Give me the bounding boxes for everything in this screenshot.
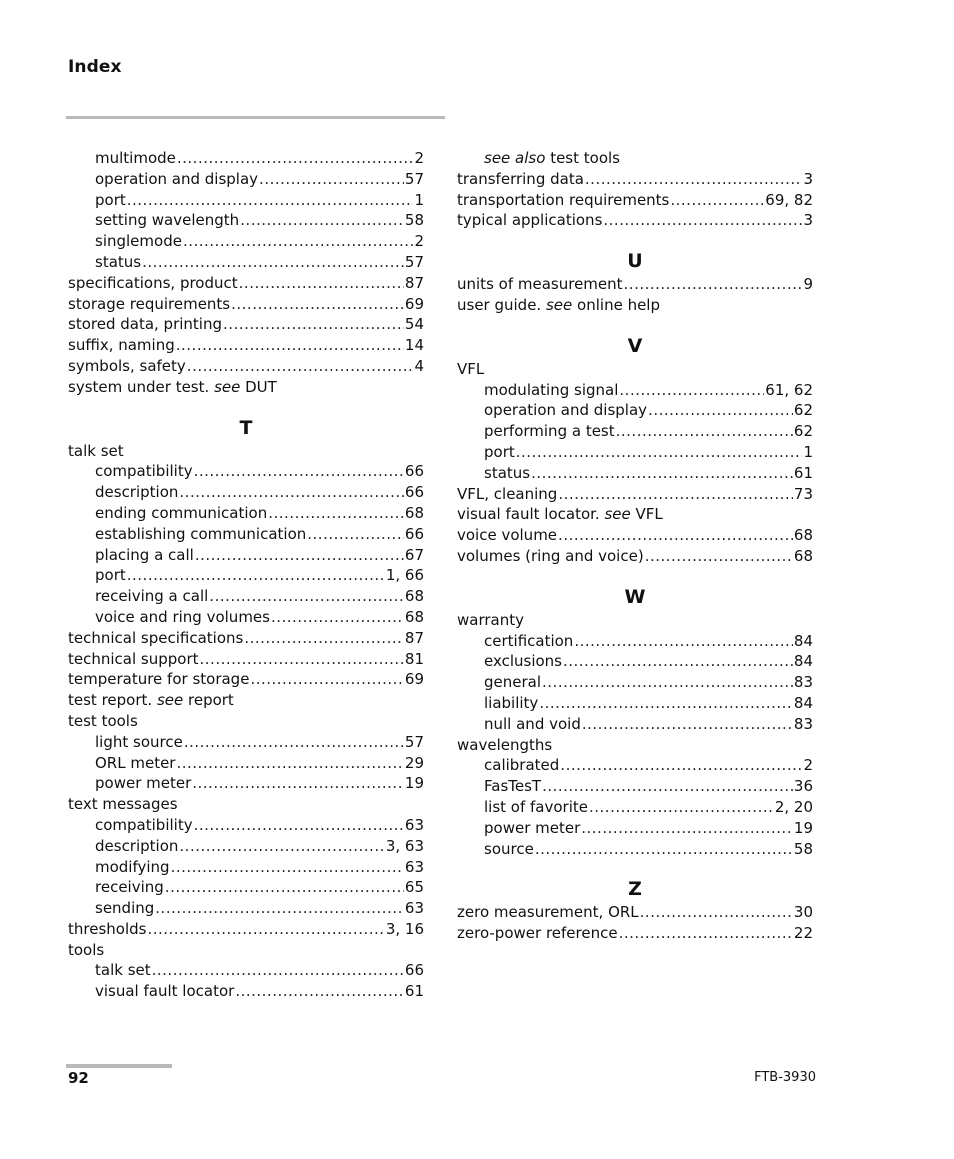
- index-subentry: [68, 607, 424, 628]
- index-entry: [457, 735, 813, 756]
- index-entry: [68, 711, 424, 732]
- index-term: status: [484, 463, 531, 482]
- index-entry: [457, 210, 813, 231]
- index-term: volumes (ring and voice): [457, 546, 644, 565]
- index-term: warranty: [457, 610, 524, 629]
- page-reference: 36: [793, 777, 813, 796]
- dot-leader: [624, 274, 803, 295]
- dot-leader: [539, 693, 793, 714]
- index-term: operation and display: [484, 401, 648, 420]
- page-reference: 66: [404, 483, 424, 502]
- index-entry: [68, 335, 424, 356]
- dot-leader: [250, 669, 403, 690]
- dot-leader: [648, 400, 793, 421]
- document-id: FTB-3930: [754, 1070, 816, 1085]
- dot-leader: [616, 421, 793, 442]
- index-entry: [68, 356, 424, 377]
- index-entry: [68, 273, 424, 294]
- dot-leader: [516, 442, 803, 463]
- dot-leader: [194, 815, 404, 836]
- index-term: system under test.: [68, 377, 210, 396]
- index-subentry: [68, 815, 424, 836]
- page-reference: 1, 66: [385, 566, 424, 585]
- see-reference-label: see: [604, 505, 631, 524]
- index-term: power meter: [484, 818, 581, 837]
- page-reference: 81: [404, 649, 424, 668]
- index-term: sending: [95, 899, 155, 918]
- index-term: certification: [484, 631, 574, 650]
- page-reference: 83: [793, 714, 813, 733]
- index-entry: [457, 295, 813, 316]
- dot-leader: [177, 148, 414, 169]
- index-subentry: [457, 380, 813, 401]
- page-reference: 84: [793, 652, 813, 671]
- page-reference: 69: [404, 670, 424, 689]
- index-term: ending communication: [95, 503, 268, 522]
- index-term: receiving: [95, 878, 164, 897]
- index-subentry: [68, 586, 424, 607]
- index-entry: [457, 484, 813, 505]
- index-subentry: [68, 753, 424, 774]
- index-term: VFL: [457, 359, 485, 378]
- index-entry: [457, 274, 813, 295]
- index-letter-heading: T: [239, 416, 253, 439]
- page-reference: 29: [404, 753, 424, 772]
- index-subentry: [457, 693, 813, 714]
- page-number: 92: [68, 1069, 89, 1087]
- index-subentry: [68, 836, 424, 857]
- header-divider: [66, 116, 445, 119]
- dot-leader: [192, 773, 404, 794]
- index-subentry: [457, 421, 813, 442]
- page-reference: 66: [404, 961, 424, 980]
- see-reference-label: see: [545, 295, 573, 314]
- page-reference: 54: [404, 315, 424, 334]
- index-entry: [457, 902, 813, 923]
- index-term: setting wavelength: [95, 211, 240, 230]
- page-reference: 14: [404, 336, 424, 355]
- dot-leader: [235, 981, 404, 1002]
- dot-leader: [147, 919, 384, 940]
- index-subentry: [68, 877, 424, 898]
- index-term: power meter: [95, 774, 192, 793]
- index-entry: [68, 940, 424, 961]
- page-reference: 58: [404, 211, 424, 230]
- index-column-right: [457, 148, 813, 944]
- page-reference: 2: [414, 149, 424, 167]
- dot-leader: [194, 461, 404, 482]
- page-reference: 73: [793, 484, 813, 503]
- index-term: placing a call: [95, 545, 194, 564]
- dot-leader: [542, 776, 793, 797]
- index-term: description: [95, 836, 179, 855]
- dot-leader: [589, 797, 774, 818]
- page-reference: 68: [793, 526, 813, 545]
- see-reference-label: see: [156, 691, 184, 710]
- footer-divider: [66, 1064, 172, 1068]
- index-term: units of measurement: [457, 275, 623, 294]
- index-term: transferring data: [457, 169, 584, 188]
- index-term: modulating signal: [484, 380, 619, 399]
- index-term: voice volume: [457, 526, 558, 545]
- page-reference: 3, 16: [385, 919, 424, 938]
- dot-leader: [171, 857, 404, 878]
- index-entry: [68, 649, 424, 670]
- index-term: voice and ring volumes: [95, 607, 270, 626]
- index-entry: [68, 628, 424, 649]
- dot-leader: [645, 546, 793, 567]
- page-reference: 2: [803, 756, 813, 775]
- page-reference: 67: [404, 545, 424, 564]
- index-term: typical applications: [457, 211, 603, 230]
- index-term: liability: [484, 693, 539, 712]
- dot-leader: [127, 190, 414, 211]
- index-term: compatibility: [95, 462, 193, 481]
- page-reference: 68: [404, 503, 424, 522]
- page-reference: 68: [404, 587, 424, 606]
- dot-leader: [619, 923, 793, 944]
- dot-leader: [259, 169, 404, 190]
- index-term: ORL meter: [95, 753, 176, 772]
- index-subentry: [457, 463, 813, 484]
- index-term: singlemode: [95, 232, 182, 251]
- index-subentry: [68, 898, 424, 919]
- dot-leader: [563, 651, 793, 672]
- index-term: receiving a call: [95, 587, 209, 606]
- index-subentry: [68, 148, 424, 169]
- index-term: symbols, safety: [68, 356, 186, 375]
- dot-leader: [152, 960, 404, 981]
- index-entry: [68, 690, 424, 711]
- page-reference: 3: [803, 169, 813, 188]
- page-reference: 1: [414, 190, 424, 209]
- index-term: port: [484, 442, 515, 461]
- index-subentry: [457, 714, 813, 735]
- index-term: source: [484, 839, 534, 858]
- page-header-title: Index: [68, 57, 122, 77]
- dot-leader: [176, 335, 404, 356]
- index-subentry: [457, 755, 813, 776]
- page-reference: 30: [793, 903, 813, 922]
- page-reference: 19: [404, 774, 424, 793]
- index-subentry: [68, 210, 424, 231]
- page-reference: 4: [414, 356, 424, 375]
- page-reference: 63: [404, 899, 424, 918]
- page-reference: 3, 63: [385, 836, 424, 855]
- dot-leader: [142, 252, 404, 273]
- index-term: general: [484, 673, 542, 692]
- dot-leader: [223, 314, 404, 335]
- dot-leader: [560, 755, 802, 776]
- index-term: tools: [68, 940, 105, 959]
- index-entry: [457, 190, 813, 211]
- dot-leader: [240, 210, 404, 231]
- index-letter-heading: W: [624, 585, 646, 608]
- see-reference-target: test tools: [550, 149, 620, 167]
- page-reference: 66: [404, 462, 424, 481]
- dot-leader: [307, 524, 404, 545]
- index-term: port: [95, 566, 126, 585]
- index-entry: [68, 294, 424, 315]
- index-entry: [457, 504, 813, 525]
- dot-leader: [558, 484, 793, 505]
- index-subentry: [68, 482, 424, 503]
- page-reference: 57: [404, 252, 424, 271]
- index-subentry: [68, 524, 424, 545]
- see-reference-target: DUT: [245, 377, 277, 396]
- page-reference: 61: [793, 463, 813, 482]
- index-subentry: [68, 960, 424, 981]
- dot-leader: [184, 732, 404, 753]
- index-term: VFL, cleaning: [457, 484, 558, 503]
- index-letter-heading: V: [627, 334, 643, 357]
- page-reference: 2, 20: [774, 797, 813, 816]
- page-reference: 84: [793, 693, 813, 712]
- index-entry: [457, 525, 813, 546]
- see-also-label: see also: [484, 149, 546, 167]
- index-term: null and void: [484, 714, 581, 733]
- index-subentry: [68, 732, 424, 753]
- index-subentry: [457, 651, 813, 672]
- page-reference: 62: [793, 422, 813, 441]
- dot-leader: [200, 649, 404, 670]
- index-entry: [68, 314, 424, 335]
- index-term: establishing communication: [95, 524, 307, 543]
- page-reference: 57: [404, 169, 424, 188]
- index-subentry: [457, 631, 813, 652]
- dot-leader: [558, 525, 793, 546]
- dot-leader: [640, 902, 793, 923]
- index-subentry: [457, 672, 813, 693]
- index-subentry: [68, 231, 424, 252]
- index-term: talk set: [95, 961, 151, 980]
- index-entry: [457, 546, 813, 567]
- page-reference: 61, 62: [765, 380, 813, 399]
- index-term: talk set: [68, 441, 124, 460]
- page-reference: 69, 82: [765, 190, 813, 209]
- page-reference: 61: [404, 982, 424, 1001]
- index-subentry: [457, 400, 813, 421]
- index-term: zero measurement, ORL: [457, 903, 639, 922]
- index-term: stored data, printing: [68, 315, 222, 334]
- dot-leader: [603, 210, 802, 231]
- dot-leader: [244, 628, 404, 649]
- index-letter-heading: Z: [628, 878, 642, 901]
- see-reference-target: VFL: [635, 505, 663, 524]
- page-reference: 87: [404, 628, 424, 647]
- page-reference: 58: [793, 839, 813, 858]
- index-subentry: [68, 857, 424, 878]
- index-term: compatibility: [95, 815, 193, 834]
- page-reference: 2: [414, 232, 424, 251]
- index-term: thresholds: [68, 919, 147, 938]
- see-reference-target: report: [188, 691, 234, 710]
- page-reference: 19: [793, 818, 813, 837]
- dot-leader: [231, 294, 404, 315]
- page-reference: 9: [803, 275, 813, 294]
- see-reference-target: online help: [577, 295, 660, 314]
- dot-leader: [176, 753, 403, 774]
- index-term: technical specifications: [68, 628, 244, 647]
- dot-leader: [574, 631, 793, 652]
- page-reference: 63: [404, 815, 424, 834]
- index-term: visual fault locator: [95, 982, 235, 1001]
- see-reference-label: see: [214, 377, 241, 396]
- index-entry: [68, 441, 424, 462]
- index-subentry: [68, 169, 424, 190]
- page-reference: 68: [404, 607, 424, 626]
- index-subentry: [457, 797, 813, 818]
- dot-leader: [183, 231, 414, 252]
- dot-leader: [127, 565, 385, 586]
- dot-leader: [581, 818, 793, 839]
- page-reference: 69: [404, 294, 424, 313]
- index-entry: [68, 794, 424, 815]
- index-term: exclusions: [484, 652, 562, 671]
- index-subentry: [68, 461, 424, 482]
- index-term: light source: [95, 732, 183, 751]
- dot-leader: [271, 607, 404, 628]
- index-entry: [457, 923, 813, 944]
- page-reference: 87: [404, 273, 424, 292]
- index-column-left: [68, 148, 424, 1002]
- index-entry: [68, 919, 424, 940]
- index-letter-heading: U: [627, 250, 643, 273]
- page-reference: 66: [404, 524, 424, 543]
- index-subentry: [68, 190, 424, 211]
- index-term: text messages: [68, 795, 178, 814]
- dot-leader: [585, 169, 803, 190]
- index-subentry: [457, 839, 813, 860]
- index-entry: [457, 359, 813, 380]
- index-term: port: [95, 190, 126, 209]
- page-reference: 68: [793, 546, 813, 565]
- index-entry: [68, 669, 424, 690]
- index-term: FasTesT: [484, 777, 542, 796]
- page-reference: 22: [793, 924, 813, 943]
- index-entry: [457, 169, 813, 190]
- dot-leader: [209, 586, 404, 607]
- index-term: visual fault locator.: [457, 505, 600, 524]
- dot-leader: [619, 380, 764, 401]
- index-subentry: [68, 773, 424, 794]
- page-reference: 1: [803, 442, 813, 461]
- dot-leader: [179, 836, 384, 857]
- page-reference: 3: [803, 211, 813, 230]
- index-subentry: [68, 252, 424, 273]
- index-term: wavelengths: [457, 735, 553, 754]
- page-reference: 84: [793, 631, 813, 650]
- dot-leader: [535, 839, 793, 860]
- dot-leader: [165, 877, 404, 898]
- dot-leader: [179, 482, 404, 503]
- index-term: operation and display: [95, 169, 259, 188]
- page-reference: 57: [404, 732, 424, 751]
- dot-leader: [155, 898, 404, 919]
- page-reference: 62: [793, 401, 813, 420]
- index-term: description: [95, 483, 179, 502]
- index-entry: [457, 610, 813, 631]
- dot-leader: [582, 714, 793, 735]
- index-term: status: [95, 252, 142, 271]
- index-term: zero-power reference: [457, 924, 618, 943]
- page-reference: 65: [404, 878, 424, 897]
- index-subentry: [68, 981, 424, 1002]
- index-subentry: [68, 503, 424, 524]
- page-reference: 63: [404, 857, 424, 876]
- index-term: specifications, product: [68, 273, 238, 292]
- index-term: suffix, naming: [68, 336, 175, 355]
- index-term: user guide.: [457, 295, 542, 314]
- index-term: performing a test: [484, 422, 615, 441]
- index-subentry: [457, 818, 813, 839]
- index-subentry: [68, 565, 424, 586]
- dot-leader: [187, 356, 414, 377]
- index-term: list of favorite: [484, 797, 588, 816]
- index-entry: [68, 377, 424, 398]
- index-term: transportation requirements: [457, 190, 670, 209]
- dot-leader: [239, 273, 404, 294]
- dot-leader: [195, 545, 404, 566]
- index-term: test report.: [68, 691, 153, 710]
- index-subentry: [457, 776, 813, 797]
- index-term: storage requirements: [68, 294, 231, 313]
- dot-leader: [531, 463, 793, 484]
- index-term: temperature for storage: [68, 670, 250, 689]
- index-term: modifying: [95, 857, 170, 876]
- dot-leader: [670, 190, 764, 211]
- dot-leader: [542, 672, 793, 693]
- dot-leader: [268, 503, 404, 524]
- index-subentry: [457, 442, 813, 463]
- index-term: technical support: [68, 649, 199, 668]
- page-reference: 83: [793, 673, 813, 692]
- index-subentry: [68, 545, 424, 566]
- index-term: multimode: [95, 149, 176, 167]
- index-term: calibrated: [484, 756, 560, 775]
- index-term: test tools: [68, 711, 138, 730]
- index-subentry: [457, 148, 813, 169]
